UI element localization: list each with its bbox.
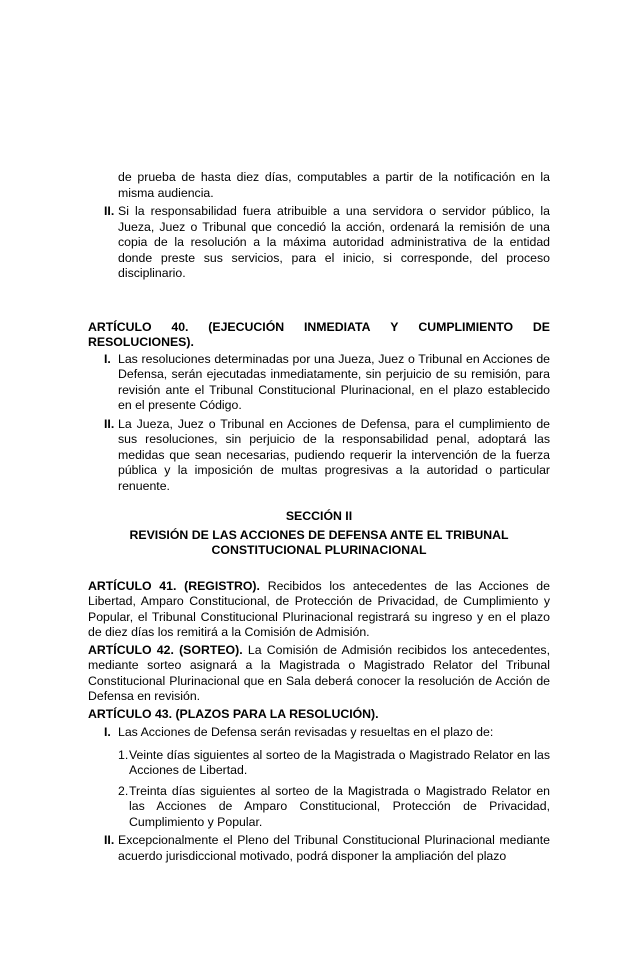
article-41-heading: ARTÍCULO 41. (REGISTRO). xyxy=(88,578,260,593)
article-42 xyxy=(88,643,550,705)
paragraph-text: Las Acciones de Defensa serán revisadas y resueltas en el plazo de: xyxy=(118,725,494,739)
heading-word: CUMPLIMIENTO xyxy=(418,319,514,334)
list-text: Treinta días siguientes al sorteo de la Magistrada o Magistrado Relator en las Acciones de Amparo Constitucional, Protección de Privacidad, Cumplimiento y Popular. xyxy=(129,783,550,829)
heading-word: ARTÍCULO xyxy=(88,319,152,334)
paragraph-text: Excepcionalmente el Pleno del Tribunal Constitucional Plurinacional mediante acuerdo jurisdiccional motivado, podrá disponer la ampliación del plazo xyxy=(118,833,550,863)
paragraph-text: Las resoluciones determinadas por una Jueza, Juez o Tribunal en Acciones de Defensa, serán ejecutadas inmediatamente, sin perjuicio de su remisión, para revisión ante el Tribunal Constitucional Plurinacional, en el plazo establecido en el presente Código. xyxy=(118,351,550,412)
document-body xyxy=(88,170,550,864)
paragraph-label: II. xyxy=(104,204,115,218)
article-40-heading xyxy=(88,320,550,336)
heading-word: 40. xyxy=(171,319,189,334)
article-41-text: Recibidos los antecedentes de las Acciones de Libertad, Amparo Constitucional, de Protección de Privacidad, de Cumplimiento y Popular, el Tribunal Constitucional Plurinacional registrará su ingreso y en el plazo de diez días los remitirá a la Comisión de Admisión. xyxy=(88,578,550,639)
article-40-paragraph-i xyxy=(88,352,550,414)
article-40-paragraph-ii xyxy=(88,417,550,495)
heading-word: INMEDIATA xyxy=(303,319,371,334)
article-42-heading: ARTÍCULO 42. (SORTEO). xyxy=(88,642,243,657)
paragraph-label: II. xyxy=(104,833,115,847)
heading-word: (EJECUCIÓN xyxy=(208,319,285,334)
article-43-paragraph-i xyxy=(88,725,550,741)
article-40-heading-cont: RESOLUCIONES). xyxy=(88,335,194,349)
article-43-paragraph-ii xyxy=(88,833,550,864)
section-title-line-2: CONSTITUCIONAL PLURINACIONAL xyxy=(211,543,427,557)
section-title-line-1: REVISIÓN DE LAS ACCIONES DE DEFENSA ANTE EL TRIBUNAL xyxy=(129,527,509,542)
paragraph-ii xyxy=(88,204,550,282)
list-item-1 xyxy=(88,748,550,779)
list-number: 2. xyxy=(118,783,129,798)
continued-paragraph: de prueba de hasta diez días, computables a partir de la notificación en la misma audiencia. xyxy=(118,170,550,200)
paragraph-label: I. xyxy=(104,725,111,739)
list-item-2 xyxy=(88,784,550,831)
list-text: Veinte días siguientes al sorteo de la Magistrada o Magistrado Relator en las Acciones de Libertad. xyxy=(129,747,550,777)
heading-word: Y xyxy=(390,319,399,334)
article-43-heading: ARTÍCULO 43. (PLAZOS PARA LA RESOLUCIÓN). xyxy=(88,706,379,721)
section-number: SECCIÓN II xyxy=(285,509,353,523)
article-41 xyxy=(88,579,550,641)
heading-word: DE xyxy=(532,319,550,334)
paragraph-text: La Jueza, Juez o Tribunal en Acciones de Defensa, para el cumplimiento de sus resoluciones, sin perjuicio de la responsabilidad penal, adoptará las medidas que sean necesarias, pudiendo requerir la intervención de la fuerza pública y la imposición de multas progresivas a la autoridad o particular renuente. xyxy=(118,416,550,493)
paragraph-label: I. xyxy=(104,351,111,366)
article-42-text: La Comisión de Admisión recibidos los antecedentes, mediante sorteo asignará a la Magistrada o Magistrado Relator del Tribunal Constitucional Plurinacional que en Sala deberá conocer la resolución de Acción de Defensa en revisión. xyxy=(88,642,550,703)
paragraph-label: II. xyxy=(104,416,115,431)
paragraph-text: Si la responsabilidad fuera atribuible a una servidora o servidor público, la Jueza, Juez o Tribunal que concedió la acción, ordenará la remisión de una copia de la resolución a la máxima autoridad administrativa de la entidad donde preste sus servicios, para el inicio, si corresponde, del proceso disciplinario. xyxy=(118,204,550,280)
list-number: 1. xyxy=(118,747,129,762)
